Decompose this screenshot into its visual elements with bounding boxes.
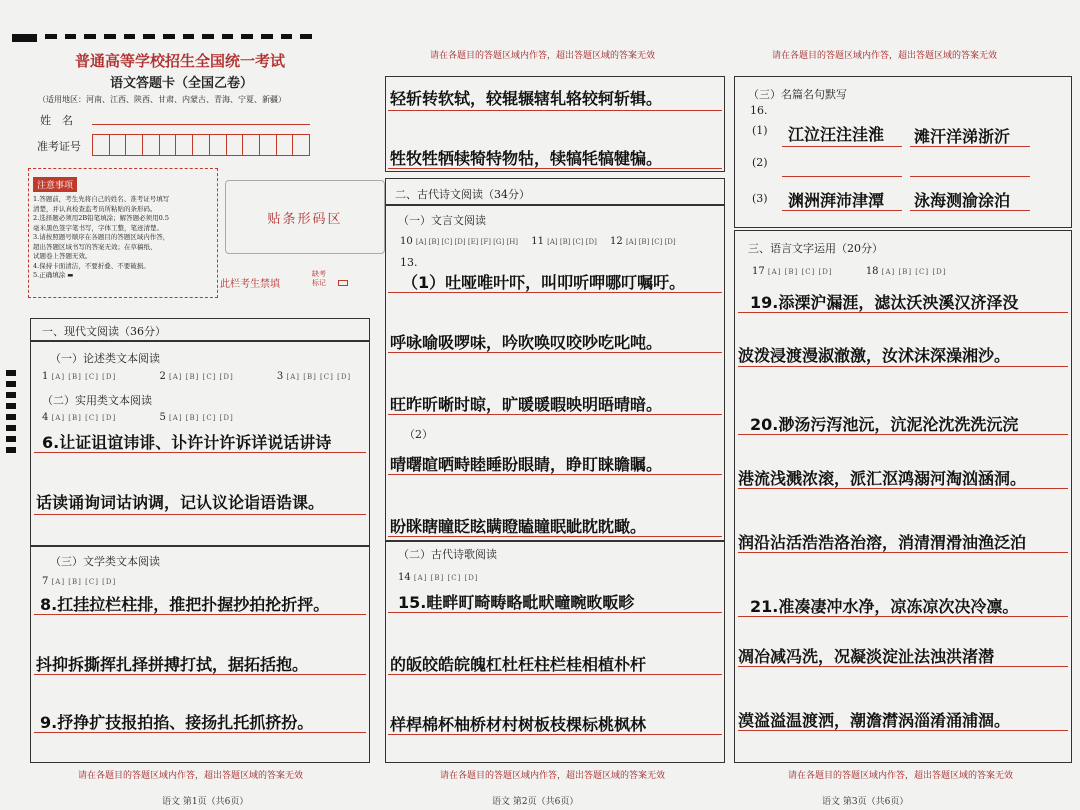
no-write-label: 此栏考生禁填 (220, 279, 280, 290)
left-timing-marks (6, 370, 16, 458)
q8-answer-line-2[interactable]: 抖抑拆撕挥扎择拼搏打拭，据拓括抱。 (36, 655, 309, 674)
q13-answer-line-3[interactable]: 旺昨昕晰时晾，旷暖暖暇映明晤晴暗。 (390, 395, 663, 414)
q6-answer-line-1[interactable]: 6.让证诅谊讳诽、讣许计许诉详说话讲诗 (42, 433, 332, 452)
exam-id-label: 准考证号 (37, 140, 81, 153)
name-field[interactable] (92, 124, 310, 125)
column-1-answer-area (30, 318, 370, 763)
q15-answer-line-2[interactable]: 的皈皎皓皖魄杠杜枉柱栏桂相植朴杆 (390, 655, 647, 674)
notice-lines (33, 195, 213, 281)
q13-answer-line-5[interactable]: 盼眯瞎瞳眨眩瞒瞪瞌瞳眠眦眈眈瞰。 (390, 517, 647, 536)
q16-3-number: (3) (752, 192, 768, 205)
q4-options[interactable]: [A] [B] [C] [D] (51, 414, 117, 422)
notice-line: 4.保持卡面清洁，不要折叠、不要破损。 (33, 261, 150, 270)
page-3-footer: 语文 第3页（共6页） (822, 797, 909, 807)
notice-box (28, 168, 218, 298)
q1-number: 1 (42, 371, 49, 382)
q6-answer-line-2[interactable]: 话读诵询词诂讷调，记认议论诣语诰课。 (36, 493, 325, 512)
q3-options[interactable]: [A] [B] [C] [D] (286, 373, 352, 381)
q11-number: 11 (531, 236, 544, 247)
exam-id-grid[interactable] (92, 134, 310, 156)
q19-answer-line-2[interactable]: 波泼浸渡漫淑澈激，汝沭沫深澡湘沙。 (738, 346, 1011, 365)
q16-3-answer-a[interactable]: 渊洲湃沛津潭 (788, 191, 885, 210)
column-2-top-warning: 请在各题目的答题区域内作答，超出答题区域的答案无效 (430, 51, 656, 61)
q21-answer-line-1[interactable]: 21.准凑凄冲水净，凉冻凉次决冷凛。 (750, 597, 1019, 616)
q12-number: 12 (610, 236, 623, 247)
column-3-top-warning: 请在各题目的答题区域内作答，超出答题区域的答案无效 (772, 51, 998, 61)
q7-number: 7 (42, 576, 49, 587)
column-3-bottom-warning: 请在各题目的答题区域内作答，超出答题区域的答案无效 (788, 771, 1014, 781)
q2-options[interactable]: [A] [B] [C] [D] (169, 373, 234, 381)
q16-1-answer-b[interactable]: 滩汗洋涕浙沂 (914, 127, 1011, 146)
q13-answer-line-2[interactable]: 呼咏喻吸啰味，吟吹唤叹咬吵吃叱吨。 (390, 333, 663, 352)
barcode-area (225, 180, 385, 254)
q15-answer-line-3[interactable]: 样桿棉杯柚桥材村树板枝棵标桃枫林 (390, 715, 647, 734)
choice-row-17-18[interactable] (752, 266, 946, 277)
exam-title: 普通高等学校招生全国统一考试 (75, 52, 286, 70)
q18-number: 18 (865, 266, 879, 277)
q4-number: 4 (42, 412, 49, 423)
subsection-1-title: （一）论述类文本阅读 (50, 352, 160, 365)
notice-line: 试题卷上答题无效。 (33, 252, 92, 260)
q15-answer-line-1[interactable]: 15.畦畔町畸畴略毗畎疃畹畋畈畛 (398, 593, 635, 612)
q19-answer-line-1[interactable]: 19.添溧沪漏涯，滤汰沃泱溪汉济泽没 (750, 293, 1019, 312)
subsection-2-title: （二）实用类文本阅读 (42, 394, 152, 407)
section-1-title: 一、现代文阅读（36分） (42, 325, 166, 338)
q13-answer-line-4[interactable]: 晴曙暄晒畤睦睡盼眼睛，睁盯睐瞻瞩。 (390, 455, 663, 474)
q20-answer-line-2[interactable]: 港流浅溅浓滚，派汇沤鸿溺河淘汹涵洞。 (738, 469, 1027, 488)
q14-number: 14 (398, 572, 411, 583)
column-2-bottom-warning: 请在各题目的答题区域内作答，超出答题区域的答案无效 (440, 771, 666, 781)
notice-line: 5.正确填涂 ▬ (33, 271, 74, 279)
subsection-memorization: （三）名篇名句默写 (748, 88, 847, 101)
q8-answer-line-1[interactable]: 8.扛挂拉栏柱排，推把扑握抄拍抡折抨。 (40, 595, 330, 614)
regions-text: （适用地区：河南、江西、陕西、甘肃、内蒙古、青海、宁夏、新疆） (38, 95, 286, 104)
prev-answer-line-1[interactable]: 轻斩转软轼，较辊辗辖轧辂较轲斩辑。 (390, 89, 663, 108)
q16-3-answer-b[interactable]: 泳海测渝涂泊 (914, 191, 1011, 210)
q10-options[interactable]: [A] [B] [C] [D] [E] [F] [G] [H] (415, 238, 519, 246)
q13-number: 13. (400, 256, 418, 269)
q14-options[interactable]: [A] [B] [C] [D] (413, 574, 479, 582)
section-2-title: 二、古代诗文阅读（34分） (395, 188, 530, 201)
notice-line: 清楚，并认真检查监考员所粘贴的条形码。 (33, 204, 157, 213)
notice-line: 超出答题区域书写的答案无效；在草稿纸、 (33, 242, 157, 251)
q16-2-answer-b[interactable] (910, 176, 1030, 177)
q16-number: 16. (750, 104, 768, 117)
q16-2-answer-a[interactable] (782, 176, 902, 177)
q7-options[interactable]: [A] [B] [C] [D] (51, 578, 117, 586)
top-dashed-marker (12, 34, 312, 42)
choice-row-4-5[interactable] (42, 412, 234, 423)
q3-number: 3 (276, 371, 284, 382)
q5-number: 5 (159, 412, 166, 423)
subsection-classical-prose: （一）文言文阅读 (398, 214, 486, 227)
q16-1-number: (1) (752, 124, 768, 137)
subsection-3-title: （三）文学类文本阅读 (50, 555, 160, 568)
q21-answer-line-2[interactable]: 凋冶减冯洗，况凝淡淀沚法浊洪渚潜 (738, 647, 995, 666)
page-2-footer: 语文 第2页（共6页） (492, 797, 579, 807)
choice-row-14[interactable] (398, 572, 479, 583)
section-3-title: 三、语言文字运用（20分） (748, 242, 883, 255)
q13-part-2-label: （2） (404, 428, 433, 441)
q20-answer-line-3[interactable]: 润沿沾活浩浩洛治溶，消清渭滑油渔泛泊 (738, 533, 1027, 552)
card-subtitle: 语文答题卡（全国乙卷） (110, 76, 254, 91)
choice-row-7[interactable] (42, 576, 116, 587)
notice-line: 2.选择题必须用2B铅笔填涂；解答题必须用0.5 (33, 214, 169, 222)
q17-options[interactable]: [A] [B] [C] [D] (767, 268, 833, 276)
q16-2-number: (2) (752, 156, 768, 169)
q16-1-answer-a[interactable]: 江泣汪注洼淮 (788, 125, 885, 144)
q17-number: 17 (752, 266, 765, 277)
q5-options[interactable]: [A] [B] [C] [D] (169, 414, 234, 422)
notice-line: 毫米黑色签字笔书写，字体工整，笔迹清楚。 (33, 223, 163, 232)
notice-line: 3.请按照题号顺序在各题目的答题区域内作答， (33, 233, 170, 241)
missing-mark-label: 缺考标记 (312, 270, 326, 287)
q9-answer-line-1[interactable]: 9.抒挣扩技报拍掐、接扬扎托抓挤扮。 (40, 713, 314, 732)
prev-answer-line-2[interactable]: 牲牧牲牺犊犄特物牯，犊犒牦犒犍犏。 (390, 149, 663, 168)
column-1-warning: 请在各题目的答题区域内作答，超出答题区域的答案无效 (78, 771, 304, 781)
name-label: 姓 名 (40, 114, 73, 127)
notice-line: 1.答题前，考生先将自己的姓名、准考证号填写 (33, 195, 170, 203)
page-1-footer: 语文 第1页（共6页） (162, 797, 249, 807)
q10-number: 10 (400, 236, 413, 247)
q13-answer-line-1[interactable]: （1）吐哑唯叶吓，叫叩听呷哪叮嘱吁。 (402, 273, 686, 292)
q20-answer-line-1[interactable]: 20.渺汤污泻池沅，沆泥沦沈洗洗沅浣 (750, 415, 1019, 434)
q12-options[interactable]: [A] [B] [C] [D] (625, 238, 676, 246)
q21-answer-line-3[interactable]: 漠溢溢温渡洒，潮澹潸涡淄淆涌浦涸。 (738, 711, 1011, 730)
q1-options[interactable]: [A] [B] [C] [D] (51, 373, 117, 381)
subsection-poetry: （二）古代诗歌阅读 (398, 548, 497, 561)
q11-options[interactable]: [A] [B] [C] [D] (547, 238, 597, 246)
choice-row-10-12[interactable] (400, 236, 676, 247)
barcode-label: 贴条形码区 (267, 211, 343, 227)
notice-title: 注意事项 (33, 177, 77, 192)
q18-options[interactable]: [A] [B] [C] [D] (881, 268, 947, 276)
choice-row-1-3[interactable] (42, 371, 351, 382)
missing-mark-box[interactable] (338, 280, 348, 286)
q2-number: 2 (159, 371, 166, 382)
